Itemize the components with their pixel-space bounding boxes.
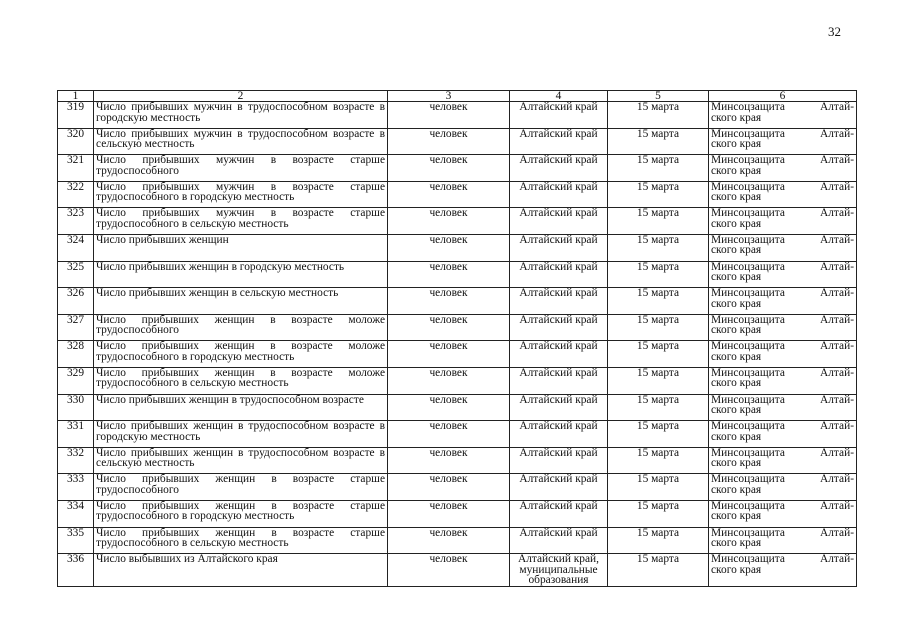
- table-row: [58, 554, 857, 587]
- territory: Алтайский край: [510, 102, 608, 129]
- deadline: 15 марта: [608, 500, 709, 527]
- responsible-agency: [709, 181, 857, 208]
- table-row: [58, 314, 857, 341]
- responsible-region-part1: Алтай-: [820, 101, 854, 113]
- indicator-name: Число прибывших женщин в возрасте старше трудоспособного в городскую местность: [94, 500, 388, 527]
- deadline: 15 марта: [608, 102, 709, 129]
- table-row: [58, 500, 857, 527]
- responsible-agency-name: Минсоцзащита: [711, 394, 785, 406]
- responsible-region-part1: Алтай-: [820, 340, 854, 353]
- indicator-name: Число прибывших женщин в возрасте моложе трудоспособного в городскую местность: [94, 341, 388, 368]
- indicator-name: Число прибывших мужчин в трудоспособном возрасте в городскую местность: [94, 102, 388, 129]
- territory: Алтайский край: [510, 128, 608, 155]
- indicator-name: Число прибывших женщин в возрасте старше трудоспособного в сельскую местность: [94, 527, 388, 554]
- responsible-region-part1: Алтай-: [820, 154, 854, 167]
- table-row: [58, 102, 857, 129]
- table-row: [58, 394, 857, 421]
- responsible-region-part1: Алтай-: [820, 181, 854, 193]
- indicator-name: Число прибывших женщин в возрасте моложе трудоспособного в сельскую местность: [94, 367, 388, 394]
- row-number: 327: [58, 314, 94, 341]
- territory: Алтайский край: [510, 341, 608, 368]
- territory: Алтайский край: [510, 394, 608, 421]
- row-number: 331: [58, 421, 94, 448]
- indicator-name: Число прибывших мужчин в трудоспособном возрасте в сельскую местность: [94, 128, 388, 155]
- responsible-agency-name: Минсоцзащита: [711, 420, 785, 433]
- unit-of-measure: человек: [388, 314, 510, 341]
- responsible-agency: [709, 394, 857, 421]
- responsible-region-part1: Алтай-: [820, 367, 854, 379]
- territory: Алтайский край: [510, 447, 608, 474]
- responsible-region-part2: ского края: [711, 217, 762, 230]
- deadline: 15 марта: [608, 447, 709, 474]
- territory: Алтайский край: [510, 474, 608, 501]
- unit-of-measure: человек: [388, 181, 510, 208]
- table-row: [58, 288, 857, 315]
- table-row: [58, 527, 857, 554]
- column-header: 1: [58, 91, 94, 102]
- responsible-region-part1: Алтай-: [820, 394, 854, 406]
- table-row: [58, 341, 857, 368]
- responsible-agency: [709, 128, 857, 155]
- responsible-agency-name: Минсоцзащита: [711, 128, 785, 140]
- unit-of-measure: человек: [388, 288, 510, 315]
- unit-of-measure: человек: [388, 500, 510, 527]
- unit-of-measure: человек: [388, 447, 510, 474]
- responsible-region-part2: ского края: [711, 404, 762, 417]
- deadline: 15 марта: [608, 474, 709, 501]
- table-row: [58, 234, 857, 261]
- responsible-region-part2: ского края: [711, 483, 762, 496]
- unit-of-measure: человек: [388, 208, 510, 235]
- responsible-region-part2: ского края: [711, 164, 762, 177]
- row-number: 320: [58, 128, 94, 155]
- responsible-region-part2: ского края: [711, 271, 762, 284]
- row-number: 335: [58, 527, 94, 554]
- row-number: 332: [58, 447, 94, 474]
- deadline: 15 марта: [608, 261, 709, 288]
- unit-of-measure: человек: [388, 394, 510, 421]
- column-header: 2: [94, 91, 388, 102]
- deadline: 15 марта: [608, 288, 709, 315]
- responsible-region-part1: Алтай-: [820, 287, 854, 300]
- responsible-agency: [709, 314, 857, 341]
- row-number: 324: [58, 234, 94, 261]
- row-number: 333: [58, 474, 94, 501]
- territory: Алтайский край, муниципальные образования: [510, 554, 608, 587]
- column-header: 3: [388, 91, 510, 102]
- indicators-table: [57, 90, 857, 587]
- column-header: 6: [709, 91, 857, 102]
- indicator-name: Число прибывших женщин в возрасте моложе трудоспособного: [94, 314, 388, 341]
- responsible-agency: [709, 500, 857, 527]
- responsible-agency-name: Минсоцзащита: [711, 500, 785, 512]
- indicator-name: Число прибывших женщин: [94, 234, 388, 261]
- row-number: 322: [58, 181, 94, 208]
- responsible-region-part2: ского края: [711, 563, 762, 576]
- table-row: [58, 421, 857, 448]
- territory: Алтайский край: [510, 314, 608, 341]
- deadline: 15 марта: [608, 314, 709, 341]
- responsible-region-part1: Алтай-: [820, 207, 854, 220]
- indicator-name: Число прибывших мужчин в возрасте старше трудоспособного в городскую местность: [94, 181, 388, 208]
- responsible-agency: [709, 234, 857, 261]
- responsible-region-part2: ского края: [711, 297, 762, 310]
- table-row: [58, 208, 857, 235]
- responsible-agency-name: Минсоцзащита: [711, 261, 785, 273]
- indicator-name: Число прибывших женщин в городскую местность: [94, 261, 388, 288]
- responsible-region-part1: Алтай-: [820, 500, 854, 512]
- unit-of-measure: человек: [388, 527, 510, 554]
- unit-of-measure: человек: [388, 341, 510, 368]
- indicator-name: Число прибывших женщин в сельскую местность: [94, 288, 388, 315]
- responsible-region-part2: ского края: [711, 537, 762, 549]
- responsible-region-part2: ского края: [711, 111, 762, 124]
- responsible-agency: [709, 474, 857, 501]
- responsible-region-part2: ского края: [711, 430, 762, 443]
- responsible-agency-name: Минсоцзащита: [711, 207, 785, 220]
- row-number: 325: [58, 261, 94, 288]
- deadline: 15 марта: [608, 128, 709, 155]
- responsible-region-part2: ского края: [711, 457, 762, 470]
- deadline: 15 марта: [608, 155, 709, 182]
- responsible-agency-name: Минсоцзащита: [711, 181, 785, 193]
- responsible-region-part2: ского края: [711, 191, 762, 204]
- deadline: 15 марта: [608, 554, 709, 587]
- unit-of-measure: человек: [388, 474, 510, 501]
- territory: Алтайский край: [510, 234, 608, 261]
- row-number: 319: [58, 102, 94, 129]
- responsible-agency: [709, 155, 857, 182]
- responsible-agency-name: Минсоцзащита: [711, 340, 785, 353]
- indicator-name: Число прибывших мужчин в возрасте старше трудоспособного: [94, 155, 388, 182]
- responsible-region-part1: Алтай-: [820, 447, 854, 459]
- responsible-agency-name: Минсоцзащита: [711, 101, 785, 113]
- table-row: [58, 261, 857, 288]
- column-header: 5: [608, 91, 709, 102]
- table-row: [58, 474, 857, 501]
- indicator-name: Число прибывших женщин в трудоспособном возрасте в сельскую местность: [94, 447, 388, 474]
- row-number: 336: [58, 554, 94, 587]
- responsible-line: [711, 102, 854, 113]
- responsible-region-part1: Алтай-: [820, 128, 854, 140]
- responsible-region-part1: Алтай-: [820, 314, 854, 326]
- responsible-region-part1: Алтай-: [820, 420, 854, 433]
- unit-of-measure: человек: [388, 261, 510, 288]
- table-row: [58, 367, 857, 394]
- responsible-agency-name: Минсоцзащита: [711, 527, 785, 539]
- table-row: [58, 155, 857, 182]
- deadline: 15 марта: [608, 208, 709, 235]
- responsible-agency: [709, 341, 857, 368]
- column-number-row: [58, 91, 857, 102]
- table-row: [58, 128, 857, 155]
- responsible-agency-name: Минсоцзащита: [711, 314, 785, 326]
- deadline: 15 марта: [608, 394, 709, 421]
- responsible-region-part2: ского края: [711, 138, 762, 151]
- territory: Алтайский край: [510, 208, 608, 235]
- page-number: 32: [828, 24, 841, 39]
- unit-of-measure: человек: [388, 367, 510, 394]
- territory: Алтайский край: [510, 421, 608, 448]
- deadline: 15 марта: [608, 181, 709, 208]
- territory: Алтайский край: [510, 527, 608, 554]
- responsible-agency: [709, 527, 857, 554]
- responsible-region-part2: ского края: [711, 244, 762, 257]
- responsible-agency-name: Минсоцзащита: [711, 447, 785, 459]
- territory: Алтайский край: [510, 367, 608, 394]
- indicator-name: Число прибывших женщин в трудоспособном возрасте в городскую местность: [94, 421, 388, 448]
- responsible-region-part1: Алтай-: [820, 553, 854, 566]
- responsible-region-part2: ского края: [711, 324, 762, 337]
- responsible-agency-name: Минсоцзащита: [711, 234, 785, 246]
- row-number: 321: [58, 155, 94, 182]
- responsible-agency-name: Минсоцзащита: [711, 287, 785, 300]
- unit-of-measure: человек: [388, 554, 510, 587]
- row-number: 323: [58, 208, 94, 235]
- responsible-agency-name: Минсоцзащита: [711, 367, 785, 379]
- indicator-name: Число выбывших из Алтайского края: [94, 554, 388, 587]
- deadline: 15 марта: [608, 341, 709, 368]
- deadline: 15 марта: [608, 367, 709, 394]
- responsible-agency-name: Минсоцзащита: [711, 154, 785, 167]
- responsible-agency: [709, 447, 857, 474]
- table-row: [58, 447, 857, 474]
- responsible-agency-name: Минсоцзащита: [711, 553, 785, 566]
- responsible-agency: [709, 421, 857, 448]
- territory: Алтайский край: [510, 261, 608, 288]
- responsible-region-part2: ского края: [711, 510, 762, 523]
- indicator-name: Число прибывших женщин в возрасте старше трудоспособного: [94, 474, 388, 501]
- responsible-region-part2: ского края: [711, 377, 762, 390]
- responsible-agency: [709, 208, 857, 235]
- indicator-name: Число прибывших мужчин в возрасте старше трудоспособного в сельскую местность: [94, 208, 388, 235]
- responsible-region-part1: Алтай-: [820, 527, 854, 539]
- responsible-agency-name: Минсоцзащита: [711, 473, 785, 486]
- row-number: 329: [58, 367, 94, 394]
- responsible-agency: [709, 367, 857, 394]
- unit-of-measure: человек: [388, 128, 510, 155]
- unit-of-measure: человек: [388, 421, 510, 448]
- row-number: 328: [58, 341, 94, 368]
- responsible-region-part1: Алтай-: [820, 473, 854, 486]
- territory: Алтайский край: [510, 181, 608, 208]
- unit-of-measure: человек: [388, 102, 510, 129]
- table-body: [58, 102, 857, 587]
- responsible-region-part1: Алтай-: [820, 261, 854, 273]
- row-number: 330: [58, 394, 94, 421]
- row-number: 334: [58, 500, 94, 527]
- deadline: 15 марта: [608, 234, 709, 261]
- responsible-agency: [709, 102, 857, 129]
- row-number: 326: [58, 288, 94, 315]
- responsible-agency: [709, 554, 857, 587]
- deadline: 15 марта: [608, 527, 709, 554]
- territory: Алтайский край: [510, 500, 608, 527]
- table-row: [58, 181, 857, 208]
- column-header: 4: [510, 91, 608, 102]
- unit-of-measure: человек: [388, 155, 510, 182]
- territory: Алтайский край: [510, 155, 608, 182]
- responsible-region-part2: ского края: [711, 350, 762, 363]
- deadline: 15 марта: [608, 421, 709, 448]
- responsible-agency: [709, 288, 857, 315]
- unit-of-measure: человек: [388, 234, 510, 261]
- responsible-agency: [709, 261, 857, 288]
- responsible-region-part1: Алтай-: [820, 234, 854, 246]
- territory: Алтайский край: [510, 288, 608, 315]
- indicator-name: Число прибывших женщин в трудоспособном возрасте: [94, 394, 388, 421]
